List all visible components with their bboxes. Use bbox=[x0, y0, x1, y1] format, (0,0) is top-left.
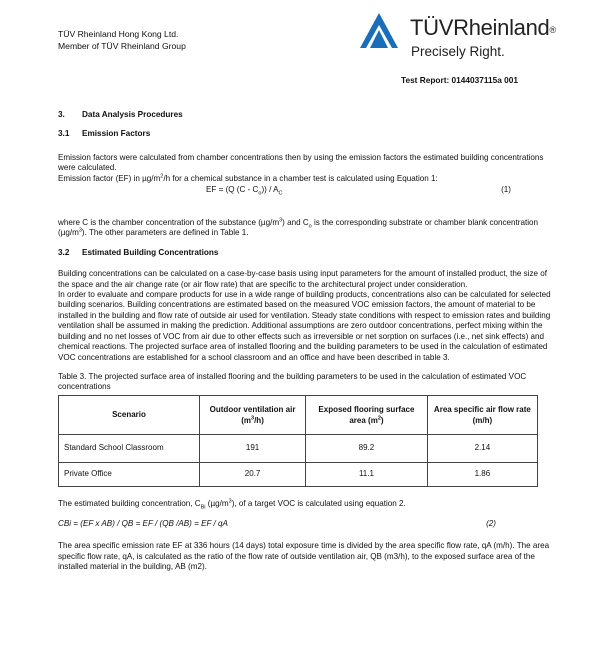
table-header-row bbox=[59, 395, 538, 434]
brand-name: TÜVRheinland® bbox=[410, 15, 556, 40]
equation-2: CBi = (EF x AB) / QB = EF / (QB /AB) = EF / qA (2) bbox=[58, 519, 496, 529]
equation-number: (2) bbox=[486, 519, 496, 529]
paragraph-building-concentrations: Building concentrations can be calculated on a case-by-case basis using input parameters for the amount of installed product, the size of the space and the air change rate (or air flow rate) that are specific to the architectural project under consideration. bbox=[58, 269, 548, 289]
brand-slogan: Precisely Right. bbox=[411, 44, 505, 59]
cell-flow-rate: 2.14 bbox=[427, 434, 537, 462]
paragraph-chamber-concentration: where C is the chamber concentration of the substance $(\mu g/m^3)$ and $C_o$ is the corresponding substrate or chamber blank concentration $(\mu g/m^3)$. The other parameters are defined in Table 1. bbox=[58, 217, 539, 238]
report-content bbox=[58, 110, 558, 572]
company-info bbox=[58, 28, 186, 52]
paragraph-estimated-concentration: The estimated building concentration, $C_{Bi}$ $(\mu g/m^3)$, of a target VOC is calculated using equation 2. bbox=[58, 498, 406, 511]
table-row bbox=[59, 434, 538, 462]
paragraph-area-specific-rate: The area specific emission rate EF at 336 hours (14 days) total exposure time is divided by the area specific flow rate, qA (m/h). The area specific flow rate, qA, is calculated as the ratio of the flow rate of outside ventilation air, QB (m3/h), to the exposed surface area of the installed material in the building, AB (m2). bbox=[58, 541, 550, 571]
subsection-heading-3-1: 3.1 Emission Factors bbox=[58, 129, 151, 139]
column-header-surface-area: Exposed flooring surface area $(m^2)$ bbox=[306, 395, 428, 434]
cell-surface-area: 11.1 bbox=[306, 462, 428, 486]
paragraph-emission-factors: Emission factors were calculated from chamber concentrations then by using the emission factors the estimated building concentrations were calculated. bbox=[58, 152, 544, 173]
column-header-scenario: Scenario bbox=[59, 395, 200, 434]
cell-scenario: Standard School Classroom bbox=[59, 434, 200, 462]
cell-ventilation: 191 bbox=[200, 434, 306, 462]
test-report-number: Test Report: 0144037115a 001 bbox=[401, 75, 518, 85]
paragraph-emission-factor-definition: Emission factor (EF) in $\mu g/m^2/h$ for a chemical substance in a chamber test is calculated using Equation 1: bbox=[58, 172, 438, 183]
equation-1: EF = (Q $(C - C_o)) / A_C$ (1) bbox=[206, 185, 511, 197]
company-name: TÜV Rheinland Hong Kong Ltd. bbox=[58, 29, 179, 39]
equation-number: (1) bbox=[501, 185, 511, 195]
table-caption: Table 3. The projected surface area of installed flooring and the building parameters to be used in the calculation of estimated VOC concentrations bbox=[58, 371, 527, 392]
cell-ventilation: 20.7 bbox=[200, 462, 306, 486]
building-parameters-table bbox=[58, 395, 538, 487]
cell-scenario: Private Office bbox=[59, 462, 200, 486]
paragraph-building-scenarios: In order to evaluate and compare products for use in a wide range of building products, concentrations also can be calculated for selected building scenarios. Building concentrations are estimated based on the measured VOC emission factors, the amount of material to be installed in the building and flow rate of outside air used for ventilation. Steady state conditions with respect to emission rates and building ventilation shall be assumed in making the prediction. Additional assumptions are zero outdoor concentrations, perfect mixing within the building and no net losses of VOC from air due to other effects such as irreversible or net sorption on surfaces (i.e., net sink effects) and chemical reactions. The projected surface area of installed flooring and the building parameters to be used in the calculation of estimated VOC concentrations are established for a school classroom and an office and have been described in table 3. bbox=[58, 290, 551, 362]
cell-surface-area: 89.2 bbox=[306, 434, 428, 462]
subsection-heading-3-2: 3.2 Estimated Building Concentrations bbox=[58, 247, 219, 257]
registered-mark: ® bbox=[549, 25, 556, 35]
table-row bbox=[59, 462, 538, 486]
cell-flow-rate: 1.86 bbox=[427, 462, 537, 486]
column-header-ventilation: Outdoor ventilation air $(m^3/h)$ bbox=[200, 395, 306, 434]
column-header-flow-rate: Area specific air flow rate (m/h) bbox=[427, 395, 537, 434]
company-group: Member of TÜV Rheinland Group bbox=[58, 41, 186, 51]
section-heading: 3. Data Analysis Procedures bbox=[58, 110, 183, 119]
